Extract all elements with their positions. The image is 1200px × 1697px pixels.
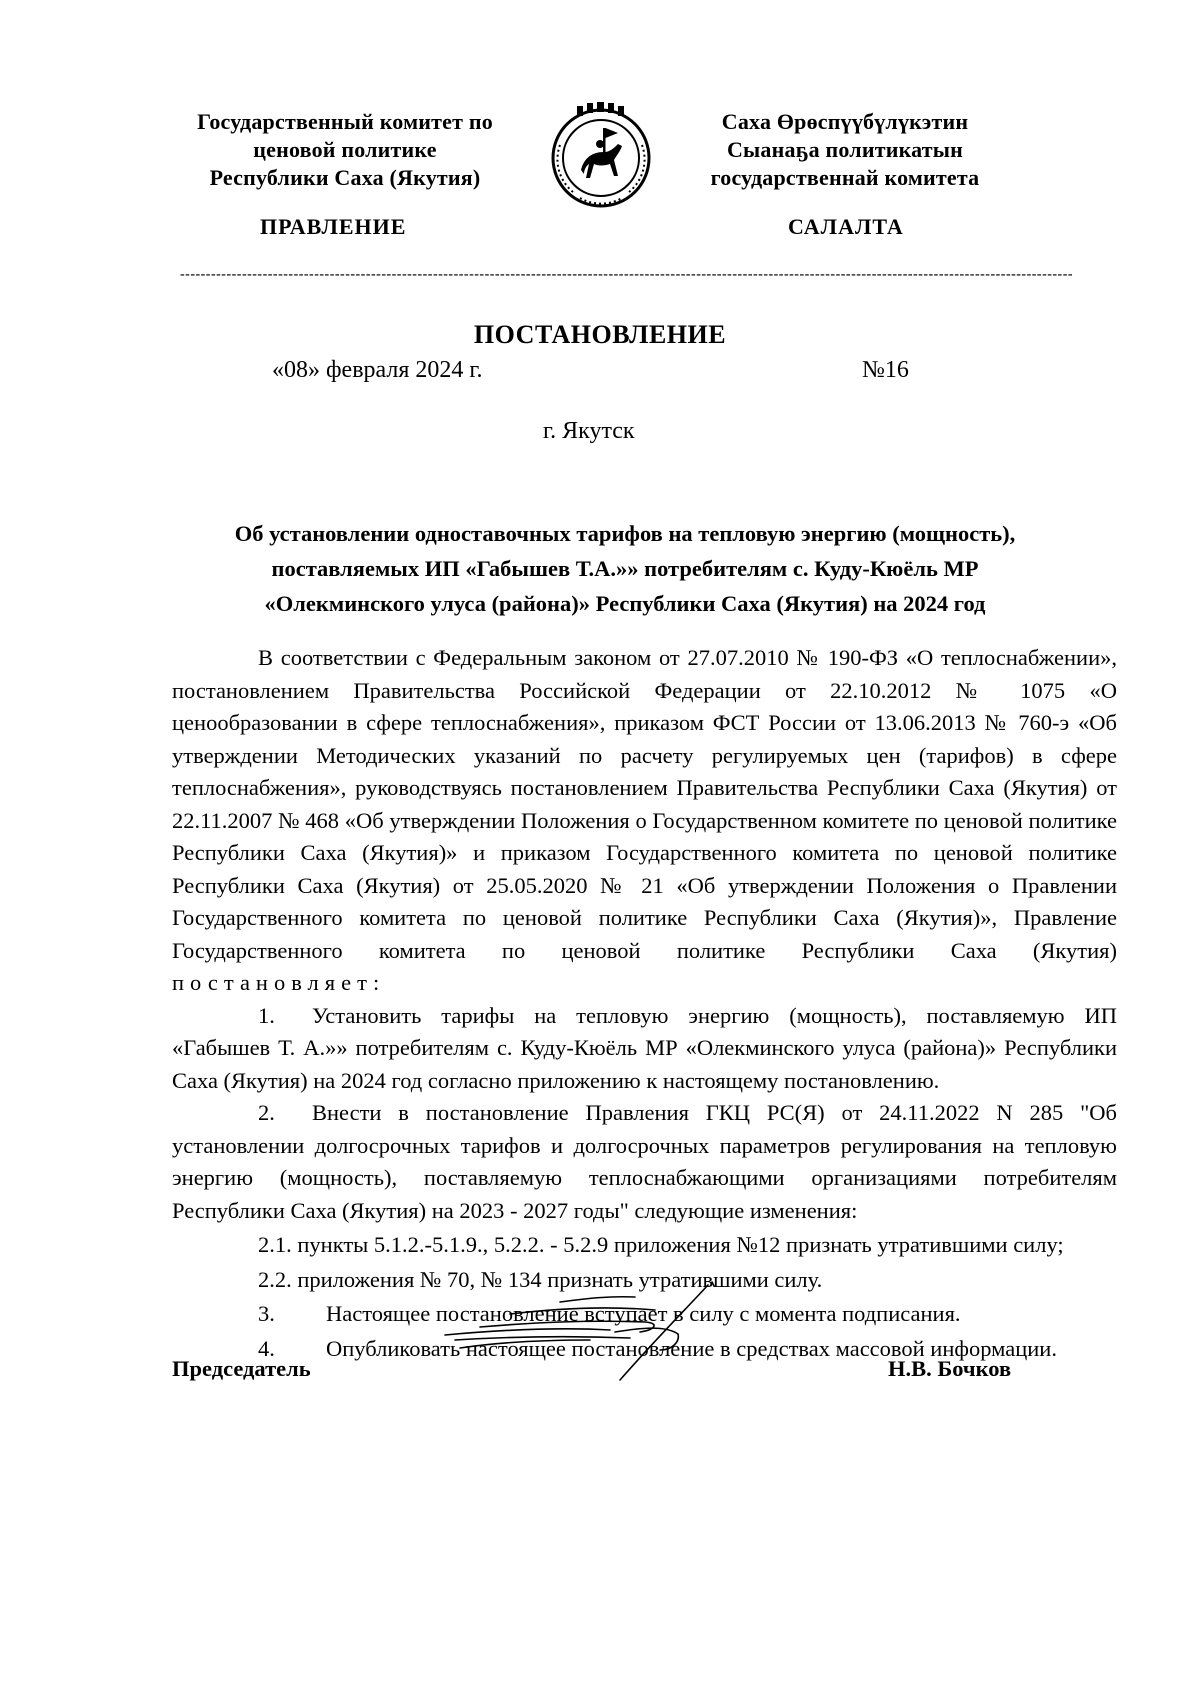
document-date: «08» февраля 2024 г.	[272, 357, 483, 383]
resolves-word: постановляет:	[172, 970, 386, 995]
subclause-2-1: 2.1. пункты 5.1.2.-5.1.9., 5.2.2. - 5.2.9 приложения №12 признать утратившими силу;	[258, 1232, 1064, 1257]
header-left-subtitle: ПРАВЛЕНИЕ	[260, 214, 407, 239]
document-type-title: ПОСТАНОВЛЕНИЕ	[473, 320, 727, 349]
heading-line: «Олекминского улуса (района)» Республики Саха (Якутия) на 2024 год	[264, 591, 986, 616]
header-right-line: Сыанаҕа политикатын	[726, 137, 964, 162]
clause-text: Опубликовать настоящее постановление в средствах массовой информации.	[326, 1335, 1057, 1361]
heading-line: поставляемых ИП «Габышев Т.А.»» потребителям с. Куду-Кюёль МР	[271, 556, 979, 581]
clause-1	[172, 1000, 1117, 1098]
document-body	[172, 642, 1117, 1365]
document-number: №16	[862, 357, 909, 383]
document-city: г. Якутск	[543, 418, 635, 444]
subclause-2-2: 2.2. приложения № 70, № 134 признать утратившими силу.	[258, 1266, 823, 1292]
header-right-org	[680, 108, 1010, 192]
header-separator: -----------------------------------------------------------------------------------------------------------------------------------------------------------------------------	[180, 267, 1074, 282]
signatory-name: Н.В. Бочков	[888, 1356, 1012, 1381]
header-left-line: ценовой политике	[253, 137, 437, 162]
clause-text: Настоящее постановление вступает в силу с момента подписания.	[326, 1301, 961, 1326]
clause-number: 2.	[258, 1100, 275, 1125]
preamble-paragraph	[172, 642, 1117, 1000]
header-left-line: Государственный комитет по	[197, 109, 493, 134]
handwritten-signature	[440, 1280, 740, 1390]
sakha-republic-coat-of-arms-icon	[548, 100, 654, 212]
document-heading	[150, 516, 1100, 621]
clause-text: Установить тарифы на тепловую энергию (мощность), поставляемую ИП «Габышев Т. А.»» потребителям с. Куду-Кюёль МР «Олекминского улуса (района)» Республики Саха (Якутия) на 2024 год согласно приложению к настоящему постановлению.	[172, 1002, 1117, 1093]
header-left-line: Республики Саха (Якутия)	[209, 165, 481, 190]
header-left-org	[160, 108, 530, 192]
clause-number: 1.	[258, 1002, 275, 1028]
header-right-line: государственнай комитета	[710, 165, 980, 190]
clause-2	[172, 1097, 1117, 1227]
preamble-text: В соответствии с Федеральным законом от 27.07.2010 № 190-ФЗ «О теплоснабжении», постановлением Правительства Российской Федерации от 22.10.2012 № 1075 «О ценообразовании в сфере теплоснабжения», приказом ФСТ России от 13.06.2013 № 760-э «Об утверждении Методических указаний по расчету регулируемых цен (тарифов) в сфере теплоснабжения», руководствуясь постановлением Правительства Республики Саха (Якутия) от 22.11.2007 № 468 «Об утверждении Положения о Государственном комитете по ценовой политике Республики Саха (Якутия)» и приказом Государственного комитета по ценовой политике Республики Саха (Якутия) от 25.05.2020 № 21 «Об утверждении Положения о Правлении Государственного комитета по ценовой политике Республики Саха (Якутия)», Правление Государственного комитета по ценовой политике Республики Саха (Якутия)	[172, 645, 1117, 963]
heading-line: Об установлении одноставочных тарифов на тепловую энергию (мощность),	[234, 521, 1016, 546]
header-right-subtitle: САЛАЛТА	[788, 214, 904, 239]
header-right-line: Саха Өрөспүүбүлүкэтин	[721, 109, 969, 134]
signatory-position: Председатель	[172, 1356, 311, 1381]
clause-text: Внести в постановление Правления ГКЦ РС(Я) от 24.11.2022 N 285 "Об установлении долгосрочных тарифов и долгосрочных параметров регулирования на тепловую энергию (мощность), поставляемую теплоснабжающими организациями потребителям Республики Саха (Якутия) на 2023 - 2027 годы" следующие изменения:	[172, 1100, 1117, 1223]
clause-number: 4.	[258, 1335, 275, 1361]
clause-number: 3.	[258, 1301, 275, 1326]
